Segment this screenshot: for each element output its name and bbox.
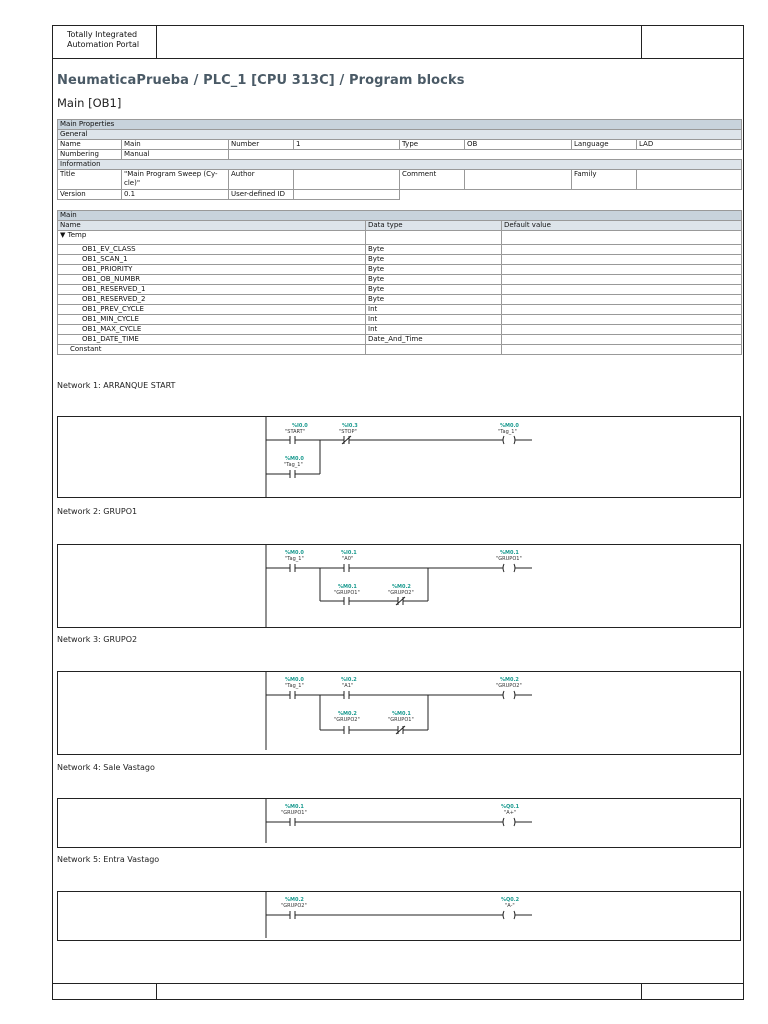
contact-address: %M0.0: [285, 677, 304, 683]
contact-tag: "START": [285, 429, 306, 435]
variable-type: Int: [366, 305, 502, 315]
number-value: 1: [294, 140, 400, 150]
author-label: Author: [229, 170, 294, 190]
blank-cell: [400, 190, 742, 200]
name-label: Name: [58, 140, 122, 150]
footer-divider-right: [641, 984, 642, 999]
contact-tag: "GRUPO2": [334, 717, 360, 723]
comment-label: Comment: [400, 170, 465, 190]
title-label: Title: [58, 170, 122, 190]
variable-name: OB1_SCAN_1: [58, 255, 366, 265]
constant-label: Constant: [58, 345, 366, 355]
network-4-title: Network 4: Sale Vastago: [57, 763, 155, 772]
coil: [503, 818, 515, 826]
coil-address: %M0.0: [500, 423, 519, 429]
interface-row: [58, 285, 742, 295]
contact-address: %M0.0: [285, 550, 304, 556]
contact-tag: "GRUPO1": [388, 717, 414, 723]
variable-name: OB1_OB_NUMBR: [58, 275, 366, 285]
temp-default: [502, 231, 742, 245]
type-label: Type: [400, 140, 465, 150]
coil-tag: "A-": [505, 903, 515, 909]
network-5-ladder: [58, 892, 742, 942]
contact-tag: "A1": [342, 683, 354, 689]
variable-name: OB1_PRIORITY: [58, 265, 366, 275]
constant-default: [502, 345, 742, 355]
interface-row: [58, 335, 742, 345]
contact-tag: "GRUPO2": [388, 590, 414, 596]
network-4-ladder: [58, 799, 742, 849]
contact-tag: "Tag_1": [284, 462, 303, 468]
coil-address: %M0.2: [500, 677, 519, 683]
contact-address: %M0.2: [338, 711, 357, 717]
col-name: Name: [58, 221, 366, 231]
variable-type: Byte: [366, 275, 502, 285]
header-divider: [641, 26, 642, 58]
coil: [503, 911, 515, 919]
type-value: OB: [465, 140, 572, 150]
variable-type: Byte: [366, 295, 502, 305]
footer-divider-left: [156, 984, 157, 999]
variable-default: [502, 245, 742, 255]
interface-section: Main: [58, 211, 742, 221]
title-value: [122, 170, 229, 190]
numbering-value: Manual: [122, 150, 229, 160]
variable-name: OB1_RESERVED_2: [58, 295, 366, 305]
variable-type: Byte: [366, 285, 502, 295]
product-name: [53, 26, 157, 58]
temp-label: Temp: [67, 231, 87, 239]
network-5-box: [57, 891, 741, 941]
contact-address: %M0.1: [285, 804, 304, 810]
contact-tag: "A0": [342, 556, 354, 562]
contact-address: %I0.1: [341, 550, 357, 556]
no-contact: [290, 470, 295, 478]
col-default: Default value: [502, 221, 742, 231]
page-footer: [52, 983, 744, 1000]
variable-name: OB1_MAX_CYCLE: [58, 325, 366, 335]
variable-default: [502, 295, 742, 305]
language-value: LAD: [637, 140, 742, 150]
contact-tag: "GRUPO1": [281, 810, 307, 816]
col-type: Data type: [366, 221, 502, 231]
network-1-title: Network 1: ARRANQUE START: [57, 381, 176, 390]
no-contact: [344, 564, 349, 572]
interface-row: [58, 295, 742, 305]
constant-type: [366, 345, 502, 355]
variable-type: Int: [366, 315, 502, 325]
path-title: NeumaticaPrueba / PLC_1 [CPU 313C] / Program blocks: [57, 73, 465, 88]
variable-default: [502, 285, 742, 295]
language-label: Language: [572, 140, 637, 150]
coil-address: %Q0.2: [501, 897, 520, 903]
variable-type: Byte: [366, 245, 502, 255]
blank-cell: [229, 150, 742, 160]
variable-name: OB1_RESERVED_1: [58, 285, 366, 295]
contact-tag: "GRUPO2": [281, 903, 307, 909]
no-contact: [290, 911, 295, 919]
contact-tag: "GRUPO1": [334, 590, 360, 596]
contact-address: %M0.0: [285, 456, 304, 462]
variable-default: [502, 335, 742, 345]
variable-type: Int: [366, 325, 502, 335]
contact-tag: "Tag_1": [285, 683, 304, 689]
contact-address: %M0.2: [392, 584, 411, 590]
temp-row[interactable]: [58, 231, 366, 245]
contact-address: %M0.1: [392, 711, 411, 717]
contact-address: %I0.0: [292, 423, 308, 429]
contact-address: %I0.3: [342, 423, 358, 429]
variable-type: Byte: [366, 255, 502, 265]
no-contact: [344, 597, 349, 605]
contact-tag: "Tag_1": [285, 556, 304, 562]
coil-tag: "A+": [504, 810, 517, 816]
no-contact: [290, 818, 295, 826]
version-value: 0.1: [122, 190, 229, 200]
product-line-1: Totally Integrated: [67, 30, 138, 39]
family-value: [637, 170, 742, 190]
variable-default: [502, 275, 742, 285]
variable-type: Byte: [366, 265, 502, 275]
variable-name: OB1_MIN_CYCLE: [58, 315, 366, 325]
number-label: Number: [229, 140, 294, 150]
no-contact: [290, 564, 295, 572]
network-3-title: Network 3: GRUPO2: [57, 635, 138, 644]
variable-default: [502, 325, 742, 335]
interface-row: [58, 305, 742, 315]
author-value: [294, 170, 400, 190]
expand-triangle-icon[interactable]: ▼: [60, 231, 66, 239]
coil-tag: "GRUPO2": [496, 683, 522, 689]
interface-row: [58, 275, 742, 285]
coil-tag: "GRUPO1": [496, 556, 522, 562]
interface-table: [57, 210, 742, 355]
network-3-ladder: [58, 672, 742, 756]
product-line-2: Automation Portal: [67, 40, 140, 49]
variable-default: [502, 255, 742, 265]
page-header: [52, 25, 744, 59]
version-label: Version: [58, 190, 122, 200]
coil: [503, 564, 515, 572]
title-value-line-2: cle)": [124, 179, 141, 187]
variable-default: [502, 305, 742, 315]
title-value-line-1: "Main Program Sweep (Cy-: [124, 170, 218, 178]
no-contact: [344, 691, 349, 699]
comment-value: [465, 170, 572, 190]
coil: [503, 436, 515, 444]
no-contact: [344, 726, 349, 734]
block-title: Main [OB1]: [57, 96, 122, 110]
no-contact: [290, 691, 295, 699]
family-label: Family: [572, 170, 637, 190]
network-2-ladder: [58, 545, 742, 629]
variable-type: Date_And_Time: [366, 335, 502, 345]
temp-type: [366, 231, 502, 245]
interface-row: [58, 245, 742, 255]
interface-row: [58, 255, 742, 265]
numbering-label: Numbering: [58, 150, 122, 160]
variable-name: OB1_PREV_CYCLE: [58, 305, 366, 315]
properties-section: Main Properties: [58, 120, 742, 130]
network-2-box: [57, 544, 741, 628]
network-1-ladder: [58, 417, 742, 499]
variable-name: OB1_DATE_TIME: [58, 335, 366, 345]
network-5-title: Network 5: Entra Vastago: [57, 855, 160, 864]
general-label: General: [58, 130, 742, 140]
interface-row: [58, 265, 742, 275]
contact-tag: "STOP": [339, 429, 357, 435]
coil-tag: "Tag_1": [498, 429, 517, 435]
variable-default: [502, 265, 742, 275]
contact-address: %M0.1: [338, 584, 357, 590]
coil-address: %Q0.1: [501, 804, 520, 810]
interface-row: [58, 315, 742, 325]
network-1-box: [57, 416, 741, 498]
network-4-box: [57, 798, 741, 848]
network-2-title: Network 2: GRUPO1: [57, 507, 138, 516]
contact-address: %M0.2: [285, 897, 304, 903]
variable-name: OB1_EV_CLASS: [58, 245, 366, 255]
no-contact: [290, 436, 295, 444]
udid-value: [294, 190, 400, 200]
interface-row: [58, 325, 742, 335]
udid-label: User-defined ID: [229, 190, 294, 200]
information-label: Information: [58, 160, 742, 170]
variable-default: [502, 315, 742, 325]
name-value: Main: [122, 140, 229, 150]
coil: [503, 691, 515, 699]
properties-table: [57, 119, 742, 200]
coil-address: %M0.1: [500, 550, 519, 556]
network-3-box: [57, 671, 741, 755]
contact-address: %I0.2: [341, 677, 357, 683]
